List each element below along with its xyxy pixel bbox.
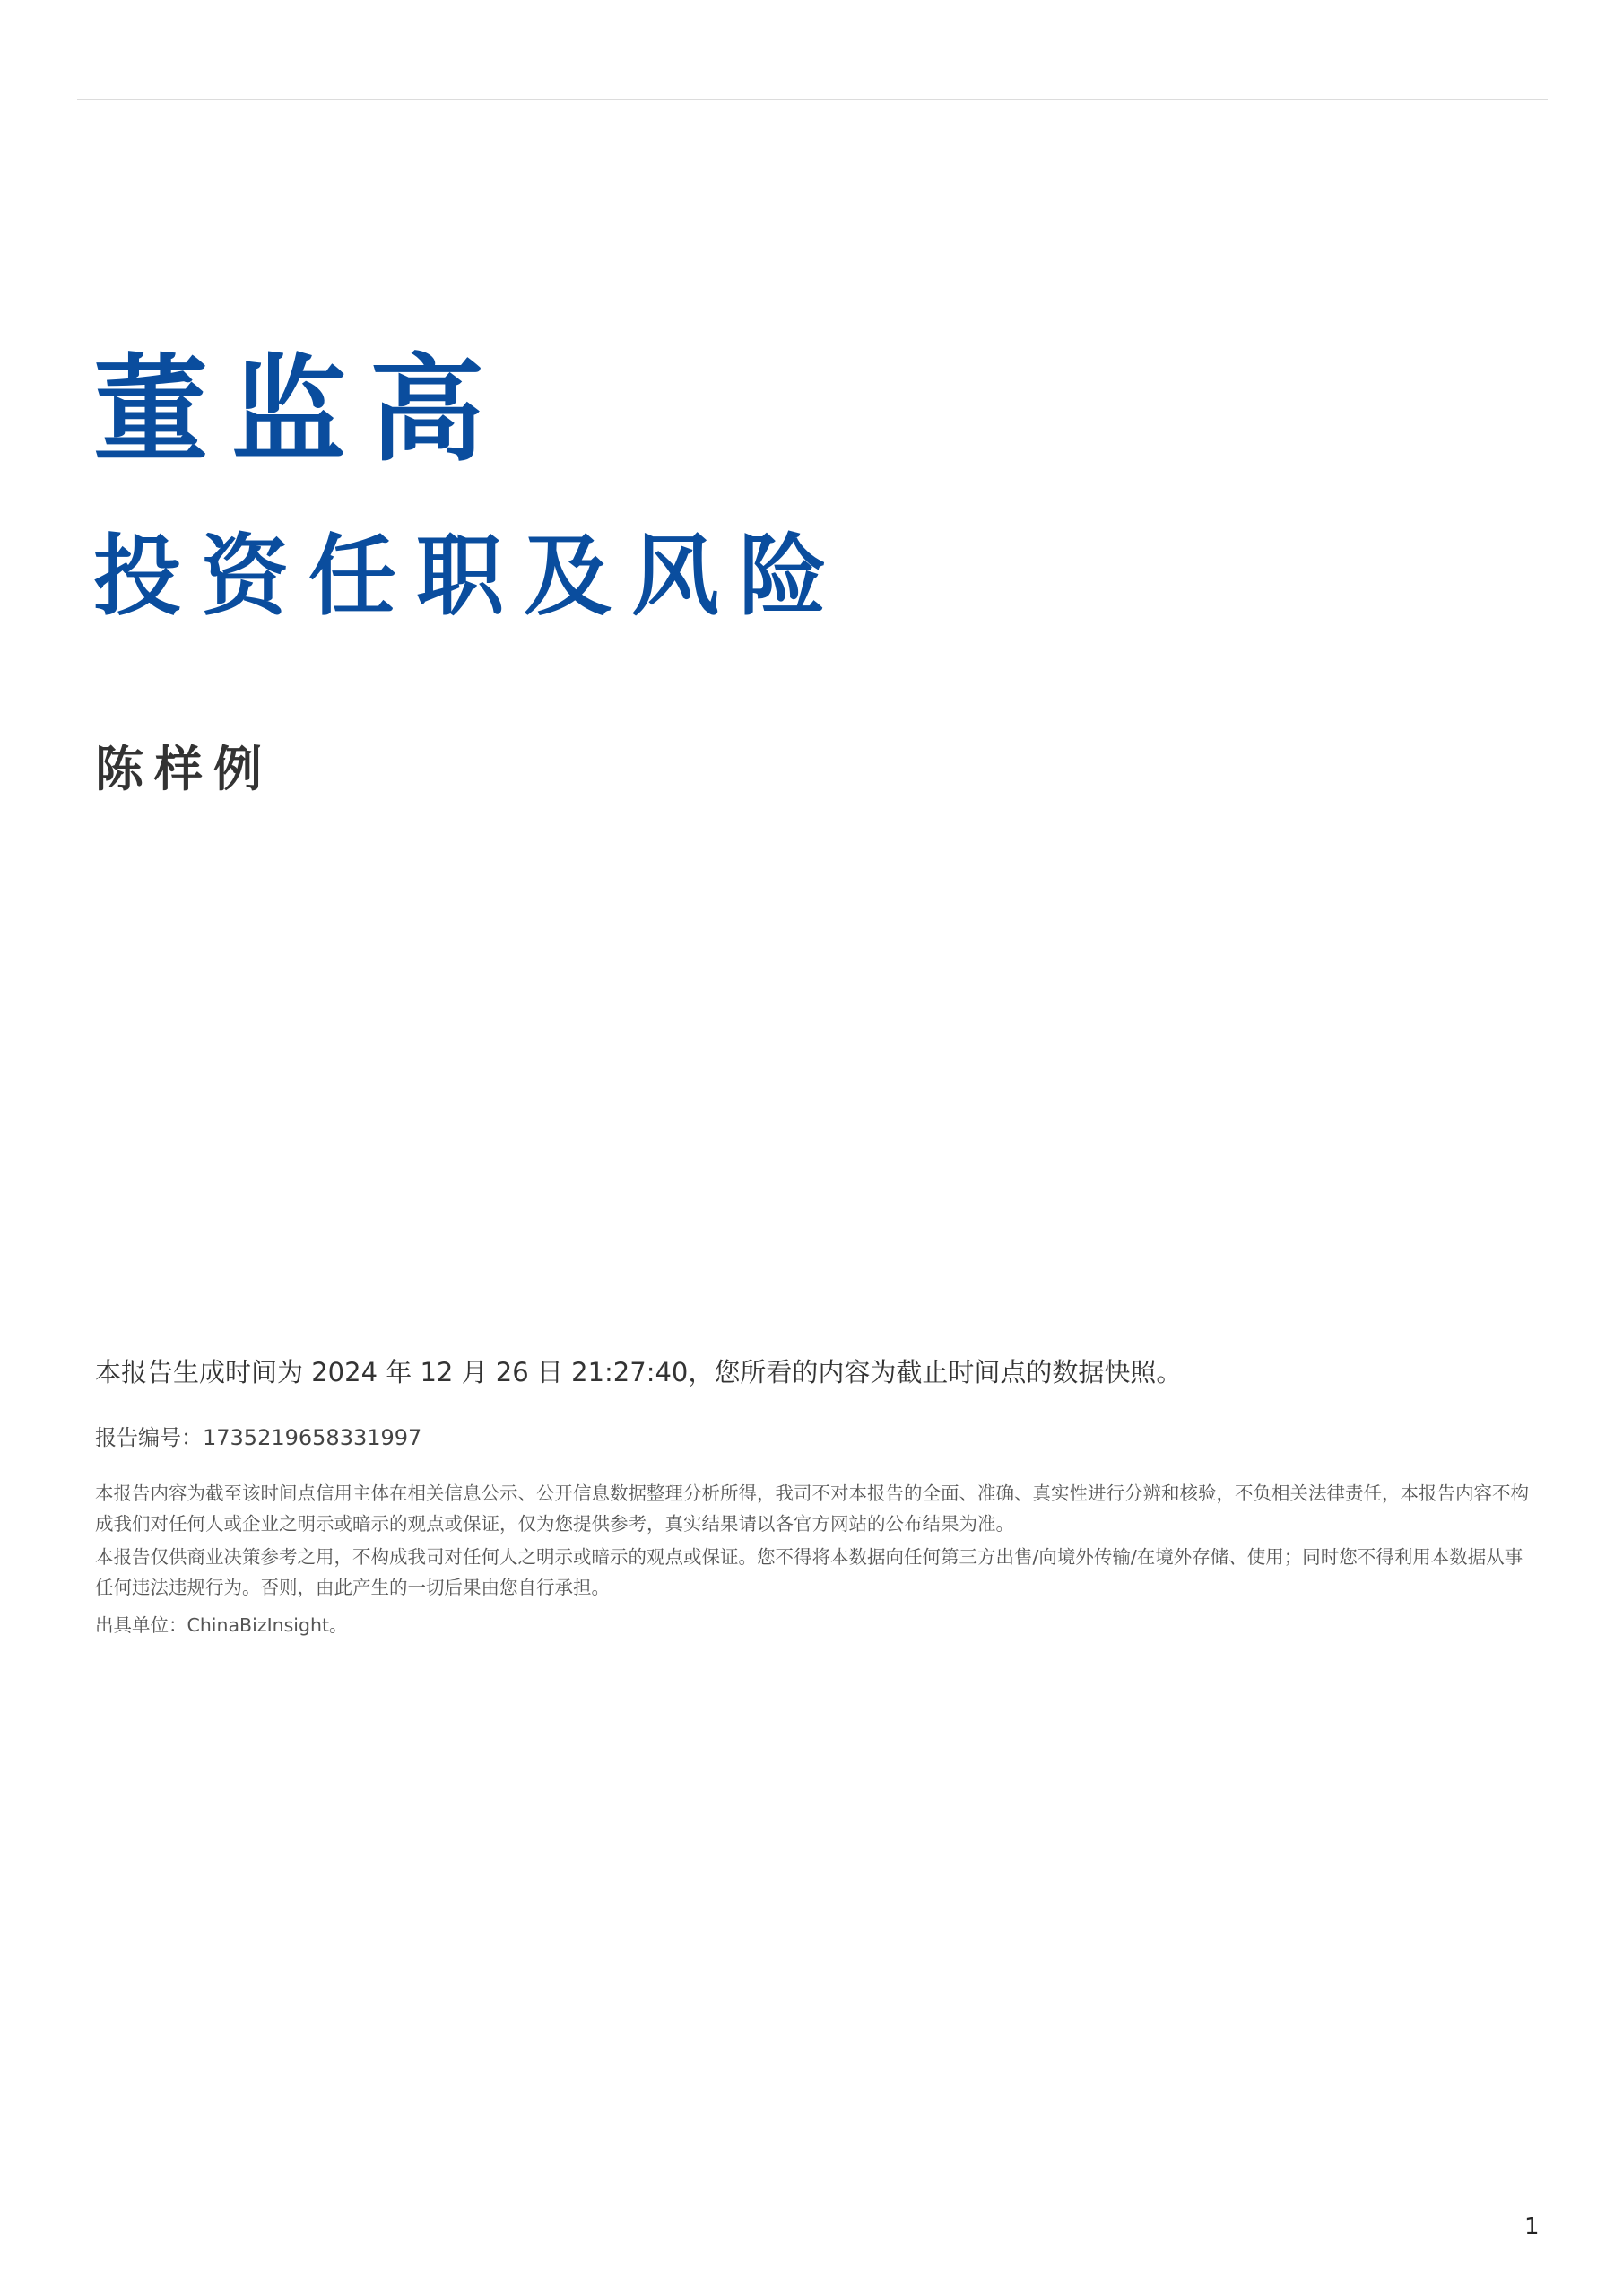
disclaimer-paragraph-2: 本报告仅供商业决策参考之用，不构成我司对任何人之明示或暗示的观点或保证。您不得将本数据向任何第三方出售/向境外传输/在境外存储、使用；同时您不得利用本数据从事任何违法违规行为。否则，由此产生的一切后果由您自行承担。	[95, 1546, 1523, 1598]
disclaimer-paragraph-1: 本报告内容为截至该时间点信用主体在相关信息公示、公开信息数据整理分析所得，我司不对本报告的全面、准确、真实性进行分辨和核验，不负相关法律责任，本报告内容不构成我们对任何人或企业之明示或暗示的观点或保证，仅为您提供参考，真实结果请以各官方网站的公布结果为准。	[95, 1483, 1529, 1535]
page-number: 1	[1524, 2213, 1540, 2240]
report-number: 报告编号：1735219658331997	[95, 1425, 422, 1450]
report-subtitle: 投资任职及风险	[93, 526, 847, 628]
subject-name: 陈样例	[95, 741, 273, 797]
generation-time-notice: 本报告生成时间为 2024 年 12 月 26 日 21:27:40，您所看的内容为截止时间点的数据快照。	[95, 1357, 1183, 1387]
header-divider	[77, 99, 1548, 100]
report-title: 董监高	[93, 344, 508, 477]
issuer-line: 出具单位：ChinaBizInsight。	[95, 1614, 348, 1636]
